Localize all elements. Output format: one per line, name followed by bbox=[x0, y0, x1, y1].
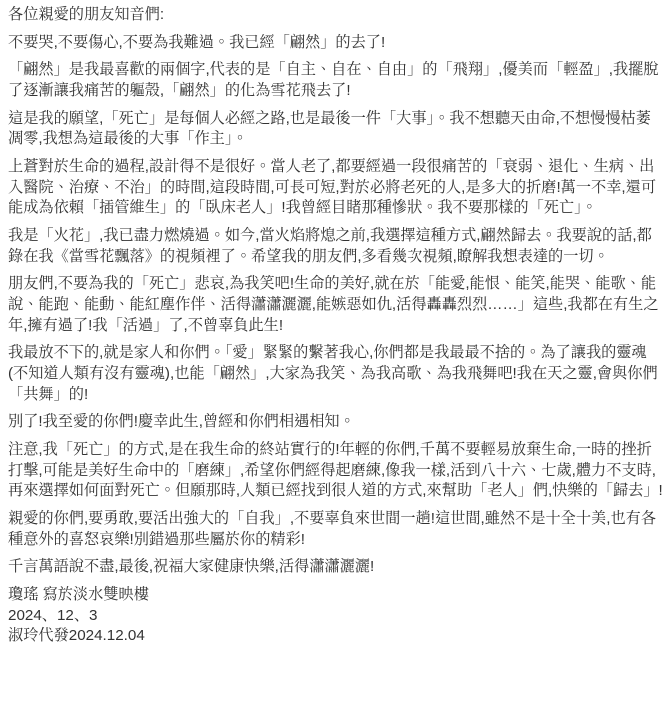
letter-paragraph: 別了!我至愛的你們!慶幸此生,曾經和你們相遇相知。 bbox=[8, 413, 355, 431]
letter-paragraph: 注意,我「死亡」的方式,是在我生命的終站實行的!年輕的你們,千萬不要輕易放棄生命,一時的挫折打擊,可能是美好生命中的「磨練」,希望你們經得起磨練,像我一樣,活到八十六、七歲,體力不支時,再來選擇如何面對死亡。但願那時,人類已經找到很人道的方式,來幫助「老人」們,快樂的「歸去」! bbox=[8, 441, 663, 500]
letter-paragraph: 朋友們,不要為我的「死亡」悲哀,為我笑吧!生命的美好,就在於「能愛,能恨、能笑,能哭、能歌、能說、能跑、能動、能紅塵作伴、活得瀟瀟灑灑,能嫉惡如仇,活得轟轟烈烈……」這些,我都在有生之年,擁有過了!我「活過」了,不曾辜負此生! bbox=[8, 275, 659, 334]
letter-paragraph: 我最放不下的,就是家人和你們。「愛」緊緊的繫著我心,你們都是我最最不捨的。為了讓我的靈魂(不知道人類有沒有靈魂),也能「翩然」,大家為我笑、為我高歌、為我飛舞吧!我在天之靈,會與你們「共舞」的! bbox=[8, 344, 658, 403]
letter-paragraph: 上蒼對於生命的過程,設計得不是很好。當人老了,都要經過一段很痛苦的「衰弱、退化、生病、出入醫院、治療、不治」的時間,這段時間,可長可短,對於必將老死的人,是多大的折磨!萬一不幸,還可能成為依賴「插管維生」的「臥床老人」!我曾經目睹那種慘狀。我不要那樣的「死亡」。 bbox=[8, 158, 657, 217]
signature-block bbox=[8, 585, 663, 647]
letter-paragraph: 千言萬語說不盡,最後,祝福大家健康快樂,活得瀟瀟灑灑! bbox=[8, 558, 375, 576]
letter-paragraph: 「翩然」是我最喜歡的兩個字,代表的是「自主、自在、自由」的「飛翔」,優美而「輕盈」,我擺脫了逐漸讓我痛苦的軀殼,「翩然」的化為雪花飛去了! bbox=[8, 61, 659, 100]
signature-author: 瓊瑤 寫於淡水雙映樓 bbox=[8, 586, 149, 604]
letter-paragraph: 這是我的願望,「死亡」是每個人必經之路,也是最後一件「大事」。我不想聽天由命,不想慢慢枯萎凋零,我想為這最後的大事「作主」。 bbox=[8, 109, 651, 148]
letter-paragraph: 親愛的你們,要勇敢,要活出強大的「自我」,不要辜負來世間一趟!這世間,雖然不是十全十美,也有各種意外的喜怒哀樂!別錯過那些屬於你的精彩! bbox=[8, 510, 657, 548]
letter-paragraph: 我是「火花」,我已盡力燃燒過。如今,當火焰將熄之前,我選擇這種方式,翩然歸去。我要說的話,都錄在我《當雪花飄落》的視頻裡了。希望我的朋友們,多看幾次視頻,瞭解我想表達的一切。 bbox=[8, 227, 652, 265]
salutation: 各位親愛的朋友知音們: bbox=[8, 6, 165, 23]
signature-date: 2024、12、3 bbox=[8, 606, 98, 624]
letter-paragraph: 不要哭,不要傷心,不要為我難過。我已經「翩然」的去了! bbox=[8, 33, 386, 51]
signature-posted-by: 淑玲代發2024.12.04 bbox=[8, 627, 145, 645]
